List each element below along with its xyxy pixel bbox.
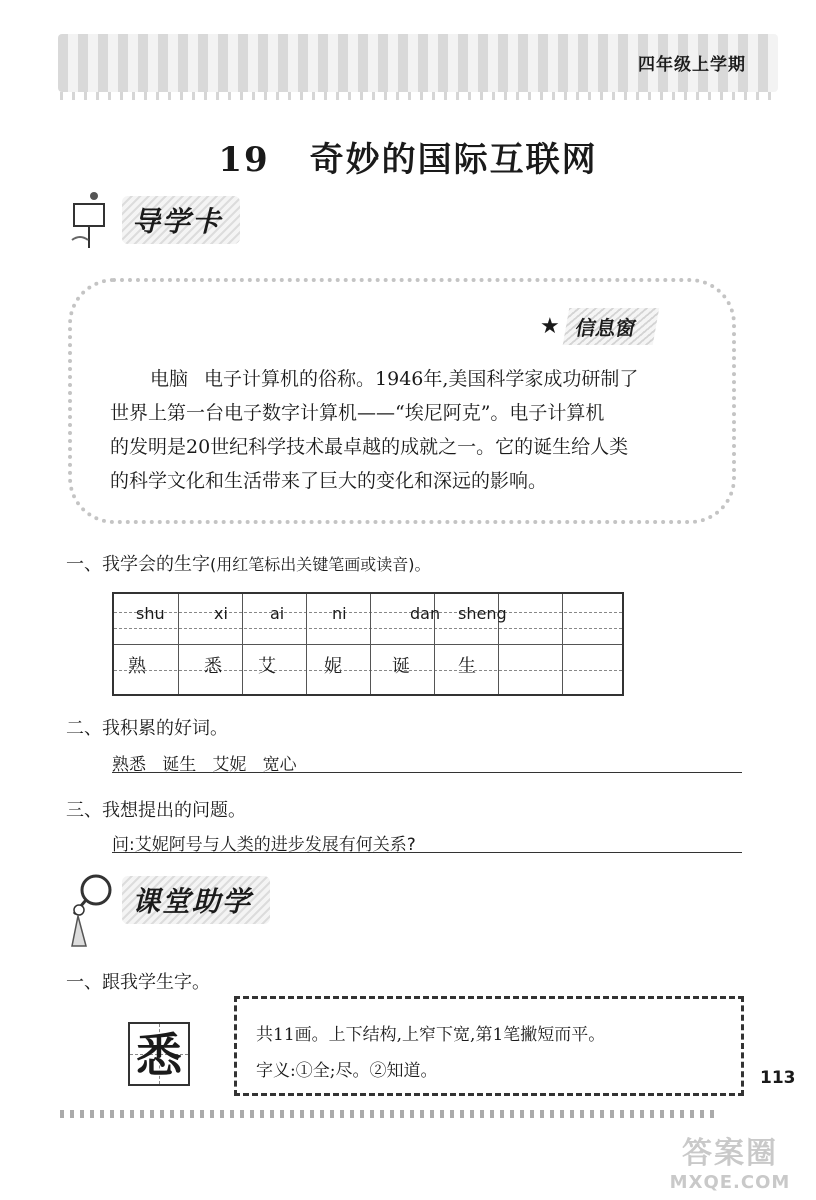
q2-answer-line xyxy=(112,772,742,773)
info-text xyxy=(110,362,700,498)
character-grid xyxy=(112,592,624,696)
grade-label: 四年级上学期 xyxy=(638,55,746,75)
page-number: 113 xyxy=(760,1068,796,1088)
guide-label: 导学卡 xyxy=(122,196,240,244)
footer-divider xyxy=(60,1110,720,1118)
lesson-title xyxy=(0,132,816,181)
big-char-box xyxy=(128,1022,190,1086)
magnifier-mascot-icon xyxy=(66,870,116,930)
lesson-number: 19 xyxy=(218,140,270,180)
watermark xyxy=(660,1128,800,1193)
grid-column-line xyxy=(562,594,563,694)
grid-column-line xyxy=(242,594,243,694)
big-char: 悉 xyxy=(136,1028,182,1082)
pinyin-cell: dan xyxy=(410,604,441,623)
hanzi-cell: 悉 xyxy=(204,656,222,677)
info-tag xyxy=(540,308,656,345)
grid-guide-line xyxy=(114,670,622,671)
star-icon: ★ xyxy=(540,314,560,339)
info-tag-label: 信息窗 xyxy=(562,308,659,345)
info-line-1: 电脑 电子计算机的俗称。1946年,美国科学家成功研制了 xyxy=(150,368,639,390)
lesson-title-text: 奇妙的国际互联网 xyxy=(309,140,598,180)
info-line-2: 世界上第一台电子数字计算机——“埃尼阿克”。电子计算机 xyxy=(110,402,605,424)
q4-title: 一、跟我学生字。 xyxy=(66,972,210,993)
watermark-line-2: MXQE.COM xyxy=(669,1172,791,1193)
header-divider xyxy=(60,92,780,100)
pinyin-cell: ni xyxy=(332,604,347,623)
q1-title: 一、我学会的生字 xyxy=(66,554,210,575)
hanzi-cell: 诞 xyxy=(392,656,410,677)
pinyin-cell: shu xyxy=(136,604,165,623)
meaning-info: 字义:①全;尽。②知道。 xyxy=(256,1061,438,1081)
hanzi-cell: 妮 xyxy=(324,656,342,677)
info-term: 电脑 xyxy=(150,368,189,390)
hanzi-cell: 生 xyxy=(458,656,476,677)
info-line-3: 的发明是20世纪科学技术最卓越的成就之一。它的诞生给人类 xyxy=(110,436,629,458)
stroke-info: 共11画。上下结构,上窄下宽,第1笔撇短而平。 xyxy=(256,1025,606,1045)
q3-title: 三、我想提出的问题。 xyxy=(66,800,246,821)
grid-guide-line xyxy=(114,628,622,629)
grid-guide-line xyxy=(114,612,622,613)
grid-column-line xyxy=(370,594,371,694)
class-help-label: 课堂助学 xyxy=(122,876,270,924)
q3-answer: 问:艾妮阿号与人类的进步发展有何关系? xyxy=(112,835,416,855)
q2-title: 二、我积累的好词。 xyxy=(66,718,228,739)
sign-mascot-icon xyxy=(66,190,116,250)
watermark-line-1: 答案圈 xyxy=(682,1136,778,1171)
pinyin-cell: ai xyxy=(270,604,285,623)
grid-separator xyxy=(114,644,622,645)
grid-column-line xyxy=(306,594,307,694)
hanzi-cell: 熟 xyxy=(128,656,146,677)
pinyin-cell: sheng xyxy=(458,604,507,623)
pinyin-cell: xi xyxy=(214,604,228,623)
grid-column-line xyxy=(178,594,179,694)
q1-note: (用红笔标出关键笔画或读音)。 xyxy=(210,555,431,574)
study-box xyxy=(234,996,744,1096)
info-line-4: 的科学文化和生活带来了巨大的变化和深远的影响。 xyxy=(110,470,548,492)
q3-answer-line xyxy=(112,852,742,853)
hanzi-cell: 艾 xyxy=(258,656,276,677)
class-help-banner xyxy=(66,870,270,930)
q1-heading xyxy=(66,550,431,576)
q2-answer: 熟悉 诞生 艾妮 宽心 xyxy=(112,755,297,775)
guide-banner xyxy=(66,190,240,250)
